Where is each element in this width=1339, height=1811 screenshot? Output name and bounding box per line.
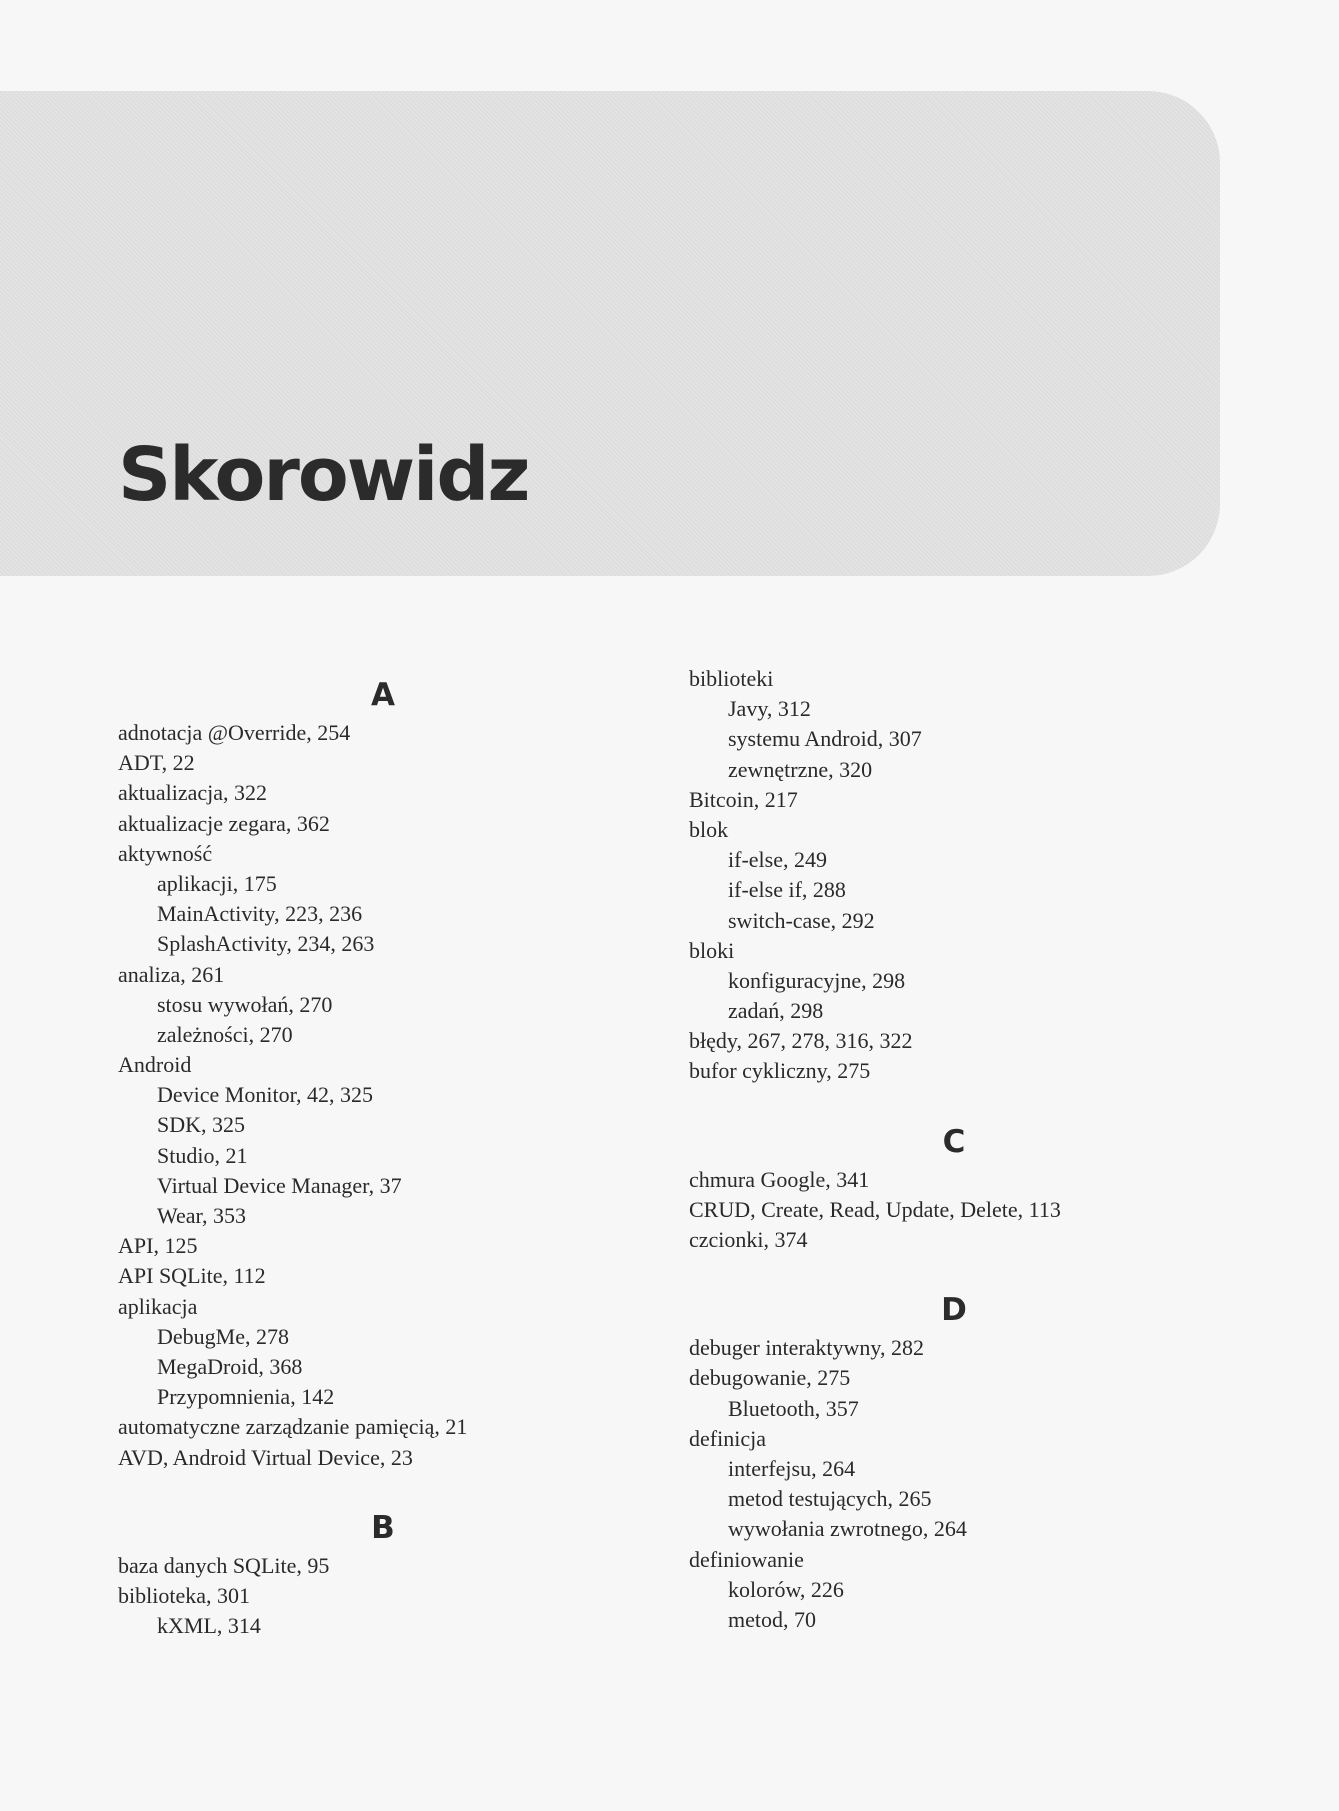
index-entry: API SQLite, 112 (118, 1263, 266, 1289)
index-entry: czcionki, 374 (689, 1227, 808, 1252)
index-entry: bloki (689, 937, 735, 963)
index-column-right (689, 664, 1209, 1659)
index-entry: blok (689, 816, 729, 842)
index-subentry: if-else, 249 (728, 847, 827, 873)
index-subentry: konfiguracyjne, 298 (728, 967, 906, 993)
section-letter: B (371, 1509, 395, 1546)
index-subentry: Device Monitor, 42, 325 (157, 1082, 374, 1108)
index-entry: CRUD, Create, Read, Update, Delete, 113 (689, 1196, 1061, 1222)
index-subentry: kolorów, 226 (728, 1576, 844, 1602)
index-entry: analiza, 261 (118, 961, 225, 987)
index-section (689, 664, 1209, 1087)
index-entry: ADT, 22 (118, 750, 195, 776)
index-subentry: SplashActivity, 234, 263 (157, 931, 375, 957)
index-subentry: zadań, 298 (728, 998, 824, 1024)
index-entry: aktualizacja, 322 (118, 780, 268, 806)
index-entry: baza danych SQLite, 95 (118, 1552, 330, 1578)
section-letter: D (941, 1292, 967, 1329)
index-column-left (118, 664, 638, 1665)
index-subentry: stosu wywołań, 270 (157, 991, 333, 1017)
section-letter: C (942, 1123, 966, 1160)
index-entry: definiowanie (689, 1546, 804, 1572)
index-entry: Bitcoin, 217 (689, 786, 798, 812)
index-entry: definicja (689, 1425, 766, 1451)
index-entry: aktywność (118, 840, 213, 866)
index-entry: biblioteki (689, 666, 774, 691)
index-subentry: zależności, 270 (157, 1021, 293, 1047)
index-section (689, 1279, 1209, 1635)
index-subentry: wywołania zwrotnego, 264 (728, 1516, 967, 1542)
index-subentry: Virtual Device Manager, 37 (157, 1172, 402, 1198)
index-entry: Android (118, 1052, 192, 1078)
index-entry: automatyczne zarządzanie pamięcią, 21 (118, 1414, 468, 1440)
index-subentry: Bluetooth, 357 (728, 1395, 859, 1421)
index-subentry: Javy, 312 (728, 696, 811, 722)
index-subentry: metod, 70 (728, 1606, 816, 1632)
index-entry: bufor cykliczny, 275 (689, 1058, 871, 1084)
index-subentry: zewnętrzne, 320 (728, 756, 873, 782)
index-subentry: MainActivity, 223, 236 (157, 901, 363, 927)
index-entry: aktualizacje zegara, 362 (118, 810, 330, 836)
index-subentry: SDK, 325 (157, 1112, 246, 1138)
index-subentry: if-else if, 288 (728, 877, 846, 903)
index-section (118, 664, 638, 1473)
index-subentry: switch-case, 292 (728, 907, 875, 933)
index-section (689, 1111, 1209, 1256)
index-subentry: systemu Android, 307 (728, 726, 922, 752)
index-entry: adnotacja @Override, 254 (118, 720, 351, 745)
index-subentry: metod testujących, 265 (728, 1486, 932, 1512)
index-entry: chmura Google, 341 (689, 1166, 870, 1192)
index-subentry: MegaDroid, 368 (157, 1353, 303, 1379)
index-subentry: kXML, 314 (157, 1613, 261, 1639)
index-entry: AVD, Android Virtual Device, 23 (118, 1444, 413, 1470)
index-subentry: Przypomnienia, 142 (157, 1384, 335, 1410)
index-entry: błędy, 267, 278, 316, 322 (689, 1028, 913, 1054)
section-letter: A (371, 677, 395, 713)
index-subentry: interfejsu, 264 (728, 1455, 856, 1481)
index-entry: API, 125 (118, 1233, 198, 1259)
index-subentry: Studio, 21 (157, 1142, 248, 1168)
index-entry: debuger interaktywny, 282 (689, 1335, 925, 1361)
index-section (118, 1497, 638, 1642)
page-title: Skorowidz (118, 432, 529, 518)
index-entry: aplikacja (118, 1293, 198, 1319)
index-entry: debugowanie, 275 (689, 1365, 851, 1391)
index-subentry: Wear, 353 (157, 1203, 246, 1228)
index-subentry: aplikacji, 175 (157, 870, 277, 896)
index-subentry: DebugMe, 278 (157, 1323, 289, 1349)
index-entry: biblioteka, 301 (118, 1582, 250, 1608)
